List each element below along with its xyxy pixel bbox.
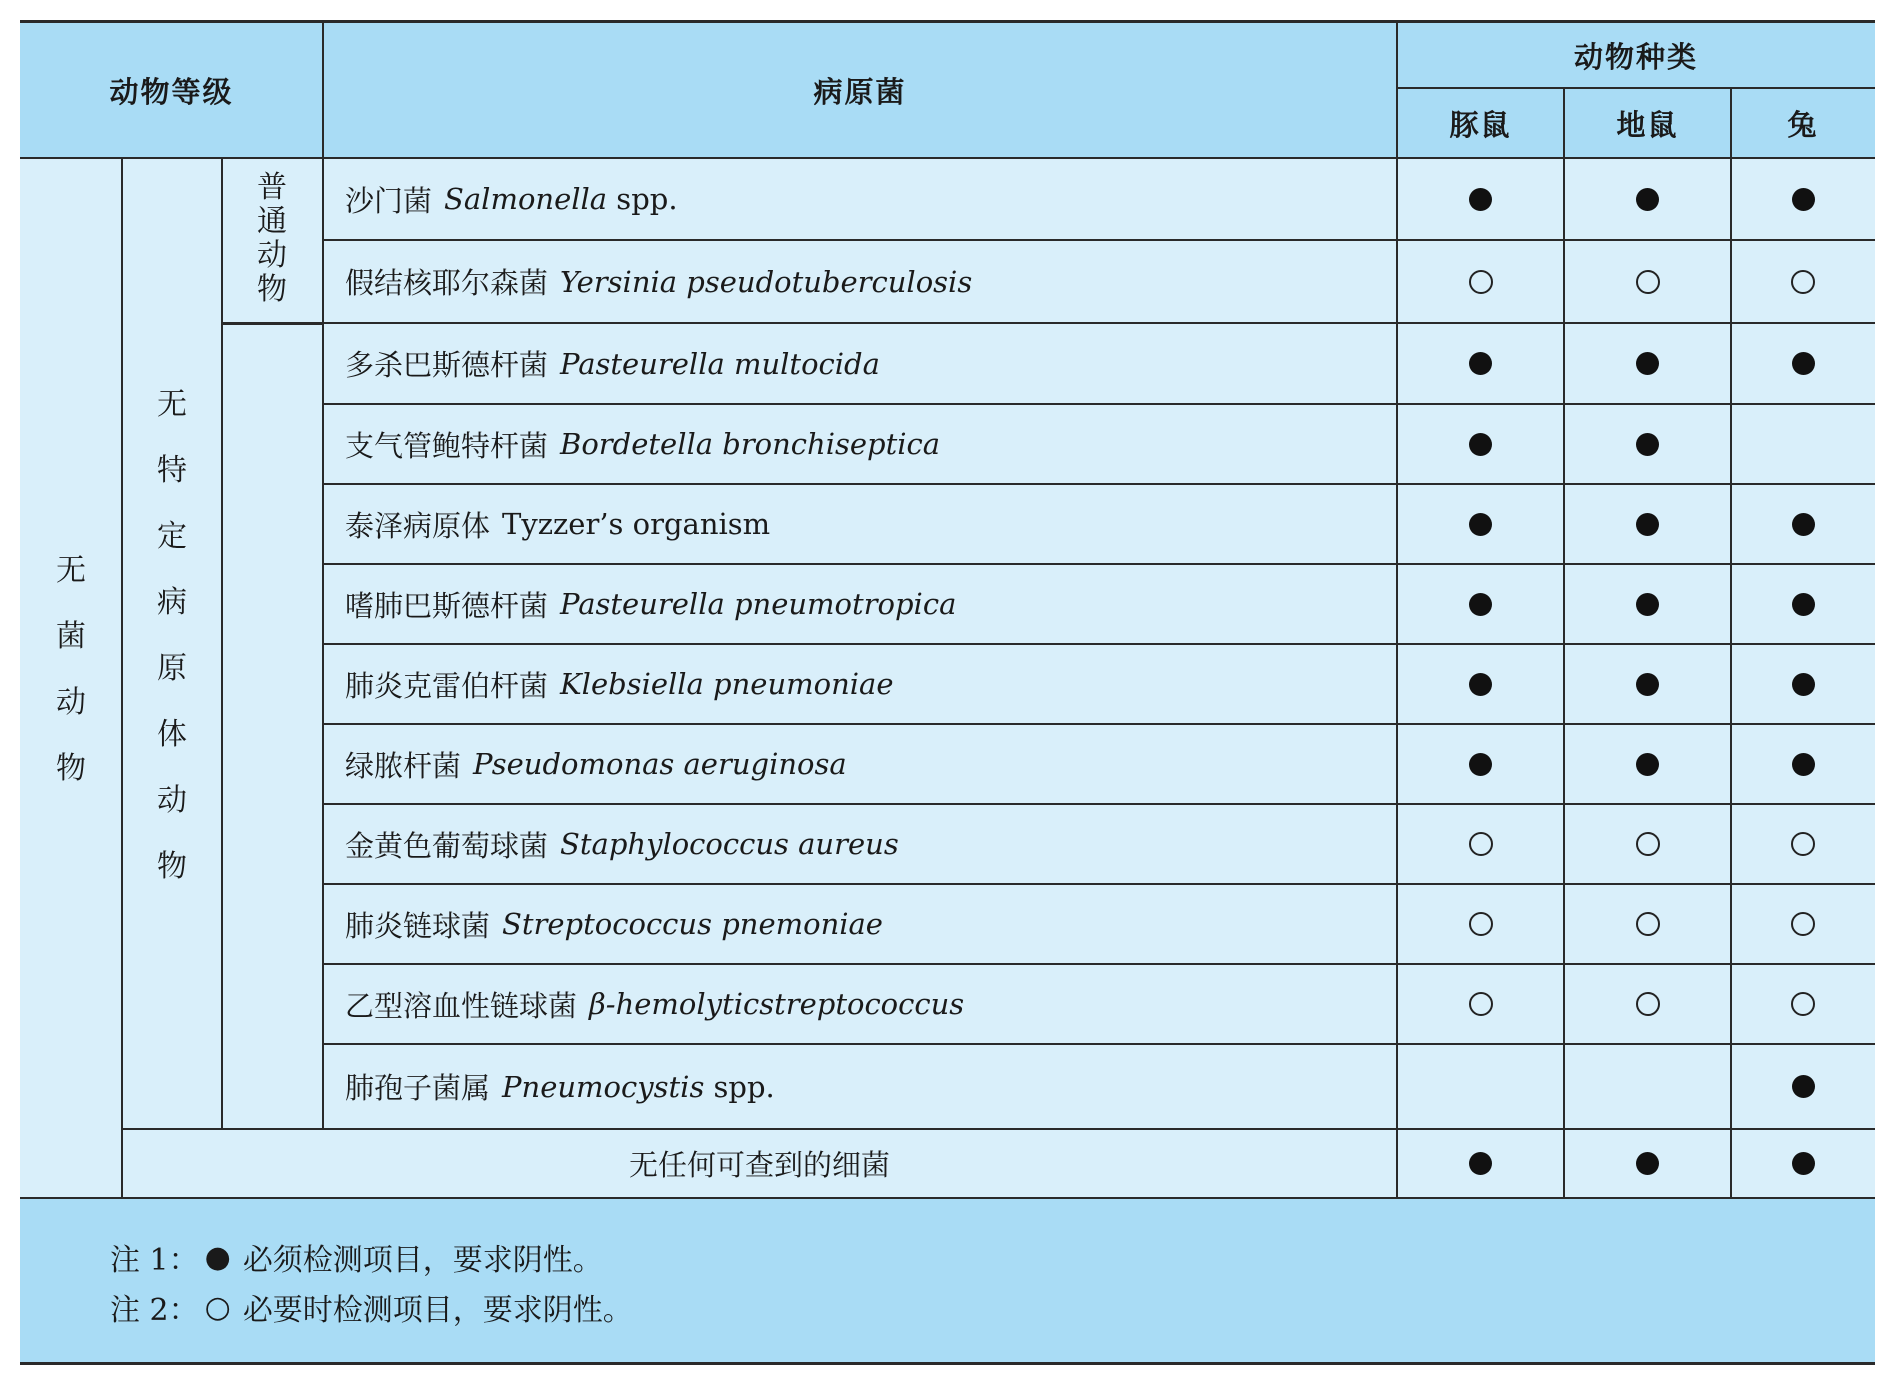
- vertical-char: 定: [157, 519, 187, 554]
- top-rule: [20, 20, 1875, 23]
- vertical-char: 菌: [56, 619, 86, 654]
- vertical-char: 动: [56, 685, 86, 720]
- hollow-circle-icon: [1636, 912, 1660, 936]
- row-divider: [322, 403, 1875, 405]
- pathogen-latin-name: Streptococcus pnemoniae: [502, 907, 883, 941]
- detection-mark: [1564, 804, 1731, 884]
- vertical-char: 特: [157, 453, 187, 488]
- pathogen-cell: [345, 964, 964, 1044]
- vertical-char: 无: [56, 553, 86, 588]
- detection-mark: [1564, 404, 1731, 484]
- filled-circle-icon: [1469, 513, 1492, 536]
- pathogen-cell: [345, 884, 883, 964]
- detection-mark: [1397, 323, 1564, 404]
- detection-mark: [1397, 1044, 1564, 1129]
- header-species-group: 动物种类: [1573, 39, 1698, 74]
- detection-mark: [1397, 724, 1564, 804]
- final-row-mark: [1564, 1129, 1731, 1198]
- vertical-char: 物: [157, 849, 187, 884]
- detection-mark: [1564, 644, 1731, 724]
- detection-mark: [1731, 644, 1875, 724]
- vertical-char: 动: [257, 238, 287, 273]
- pathogen-chinese-name: 肺孢子菌属: [345, 1071, 491, 1105]
- filled-circle-icon: [1636, 433, 1659, 456]
- detection-mark: [1397, 404, 1564, 484]
- pathogen-name-suffix: spp.: [704, 1069, 775, 1104]
- pathogen-latin-name: Klebsiella pneumoniae: [560, 667, 894, 701]
- filled-circle-icon: [1792, 513, 1815, 536]
- pathogen-chinese-name: 肺炎链球菌: [345, 908, 491, 943]
- filled-circle-icon: [1636, 513, 1659, 536]
- vertical-char: 病: [157, 585, 187, 620]
- pathogen-cell: [345, 323, 880, 404]
- vertical-char: 通: [257, 204, 287, 239]
- pathogen-chinese-name: 泰泽病原体: [345, 508, 491, 543]
- hollow-circle-icon: [1469, 832, 1493, 856]
- pathogen-name-suffix: spp.: [607, 182, 678, 216]
- detection-mark: [1564, 484, 1731, 564]
- pathogen-cell: [345, 158, 678, 240]
- hollow-circle-icon: [1636, 832, 1660, 856]
- filled-circle-icon: [1792, 593, 1815, 616]
- pathogen-chinese-name: 多杀巴斯德杆菌: [345, 348, 549, 382]
- detection-mark: [1564, 323, 1731, 404]
- pathogen-chinese-name: 支气管鲍特杆菌: [345, 428, 549, 463]
- pathogen-latin-name: Pneumocystis: [502, 1069, 705, 1104]
- hollow-circle-icon: [1636, 992, 1660, 1016]
- pathogen-cell: [345, 240, 972, 323]
- pathogen-cell: [345, 1044, 775, 1129]
- pathogen-cell: [345, 644, 894, 724]
- filled-circle-icon: [1792, 753, 1815, 776]
- header-pathogen: 病原菌: [813, 74, 907, 109]
- note-2: [110, 1286, 633, 1328]
- detection-mark: [1731, 484, 1875, 564]
- filled-circle-icon: [1469, 1152, 1492, 1175]
- pathogen-chinese-name: 嗜肺巴斯德杆菌: [345, 588, 549, 623]
- vertical-char: 体: [157, 717, 187, 752]
- filled-circle-icon: [1636, 593, 1659, 616]
- detection-mark: [1564, 240, 1731, 323]
- note-2-text: 必要时检测项目，要求阴性。: [242, 1293, 633, 1328]
- hollow-circle-icon: [1469, 912, 1493, 936]
- header-level-group: 动物等级: [109, 74, 234, 109]
- final-row-label: 无任何可查到的细菌: [628, 1148, 890, 1182]
- hollow-circle-icon: [1791, 912, 1815, 936]
- row-divider: [322, 563, 1875, 565]
- species-sub-rule: [1397, 87, 1875, 89]
- pathogen-chinese-name: 乙型溶血性链球菌: [345, 988, 578, 1023]
- detection-mark: [1564, 884, 1731, 964]
- filled-circle-icon: [1636, 673, 1659, 696]
- detection-mark: [1731, 404, 1875, 484]
- row-divider: [322, 723, 1875, 725]
- level-spf: [122, 387, 222, 884]
- vertical-char: 普: [257, 170, 287, 205]
- pathogen-cell: [345, 724, 847, 804]
- filled-circle-icon: [1636, 352, 1659, 375]
- filled-circle-icon: [1636, 753, 1659, 776]
- level-conventional: [222, 170, 322, 307]
- detection-mark: [1731, 323, 1875, 404]
- hollow-circle-icon: [1791, 270, 1815, 294]
- filled-circle-icon: [1469, 593, 1492, 616]
- note-1-symbol: ●: [204, 1239, 231, 1275]
- hollow-circle-icon: [1636, 270, 1660, 294]
- detection-mark: [1731, 564, 1875, 644]
- vertical-char: 物: [257, 272, 287, 307]
- detection-mark: [1564, 564, 1731, 644]
- detection-mark: [1397, 240, 1564, 323]
- pathogen-latin-name: β-hemolyticstreptococcus: [589, 987, 965, 1021]
- pathogen-cell: [345, 564, 956, 644]
- hollow-circle-icon: [1791, 992, 1815, 1016]
- pathogen-latin-name: Yersinia pseudotuberculosis: [560, 264, 973, 299]
- row-divider: [322, 803, 1875, 805]
- pathogen-latin-name: Pasteurella multocida: [560, 346, 880, 381]
- row-divider: [322, 483, 1875, 485]
- vertical-char: 动: [157, 783, 187, 818]
- pathogen-latin-name: Staphylococcus aureus: [560, 827, 899, 861]
- pathogen-cell: [345, 804, 899, 884]
- pathogen-chinese-name: 金黄色葡萄球菌: [345, 828, 549, 863]
- pathogen-name-suffix: Tyzzer’s organism: [502, 507, 771, 541]
- hollow-circle-icon: [1469, 270, 1493, 294]
- vertical-char: 物: [56, 751, 86, 786]
- vertical-char: 原: [157, 651, 187, 686]
- pathogen-latin-name: Bordetella bronchiseptica: [560, 427, 941, 461]
- final-row-mark: [1397, 1129, 1564, 1198]
- pathogen-chinese-name: 肺炎克雷伯杆菌: [345, 668, 549, 703]
- detection-mark: [1397, 804, 1564, 884]
- note-2-symbol: ○: [204, 1289, 231, 1325]
- pathogen-chinese-name: 沙门菌: [345, 183, 433, 218]
- hline-final-row: [122, 1128, 1875, 1130]
- filled-circle-icon: [1469, 433, 1492, 456]
- filled-circle-icon: [1792, 1075, 1815, 1098]
- detection-mark: [1564, 964, 1731, 1044]
- filled-circle-icon: [1636, 1152, 1659, 1175]
- vline-germfree: [121, 158, 123, 1198]
- filled-circle-icon: [1792, 1152, 1815, 1175]
- pathogen-cell: [345, 404, 940, 484]
- detection-mark: [1731, 964, 1875, 1044]
- row-divider: [322, 883, 1875, 885]
- detection-mark: [1397, 644, 1564, 724]
- row-divider: [322, 963, 1875, 965]
- row-divider: [322, 643, 1875, 645]
- detection-mark: [1731, 884, 1875, 964]
- note-1: [110, 1236, 603, 1278]
- header-species-hamster: 地鼠: [1616, 107, 1679, 142]
- note-1-prefix: 注 1：: [110, 1243, 199, 1278]
- detection-mark: [1564, 724, 1731, 804]
- detection-mark: [1397, 884, 1564, 964]
- detection-mark: [1564, 158, 1731, 240]
- vline-pathogen-species: [1396, 22, 1398, 1198]
- pathogen-chinese-name: 绿脓杆菌: [345, 748, 462, 783]
- filled-circle-icon: [1469, 352, 1492, 375]
- detection-mark: [1731, 1044, 1875, 1129]
- vline-spf: [221, 158, 223, 1129]
- note-1-text: 必须检测项目，要求阴性。: [242, 1243, 603, 1278]
- detection-mark: [1397, 964, 1564, 1044]
- filled-circle-icon: [1469, 188, 1492, 211]
- pathogen-latin-name: Pasteurella pneumotropica: [560, 587, 957, 621]
- pathogen-cell: [345, 484, 770, 564]
- note-2-prefix: 注 2：: [110, 1293, 199, 1328]
- header-bottom-rule: [20, 157, 1875, 159]
- row-divider: [222, 322, 1875, 324]
- pathogen-latin-name: Salmonella: [444, 182, 608, 216]
- detection-mark: [1731, 240, 1875, 323]
- detection-mark: [1564, 1044, 1731, 1129]
- detection-mark: [1731, 158, 1875, 240]
- detection-mark: [1731, 724, 1875, 804]
- hollow-circle-icon: [1469, 992, 1493, 1016]
- vertical-char: 无: [157, 387, 187, 422]
- detection-mark: [1397, 158, 1564, 240]
- row-divider: [322, 1043, 1875, 1045]
- header-species-rabbit: 兔: [1787, 107, 1819, 142]
- row-divider: [322, 239, 1875, 241]
- filled-circle-icon: [1469, 753, 1492, 776]
- detection-mark: [1397, 484, 1564, 564]
- filled-circle-icon: [1469, 673, 1492, 696]
- filled-circle-icon: [1792, 673, 1815, 696]
- level-germ-free: [20, 553, 122, 786]
- body-bottom-rule: [20, 1197, 1875, 1199]
- header-species-guinea-pig: 豚鼠: [1449, 107, 1512, 142]
- final-row-mark: [1731, 1129, 1875, 1198]
- filled-circle-icon: [1636, 188, 1659, 211]
- detection-mark: [1731, 804, 1875, 884]
- pathogen-latin-name: Pseudomonas aeruginosa: [473, 747, 847, 781]
- filled-circle-icon: [1792, 352, 1815, 375]
- notes-band: [20, 1198, 1875, 1364]
- hollow-circle-icon: [1791, 832, 1815, 856]
- bottom-rule: [20, 1362, 1875, 1365]
- detection-mark: [1397, 564, 1564, 644]
- filled-circle-icon: [1792, 188, 1815, 211]
- pathogen-chinese-name: 假结核耶尔森菌: [345, 266, 549, 300]
